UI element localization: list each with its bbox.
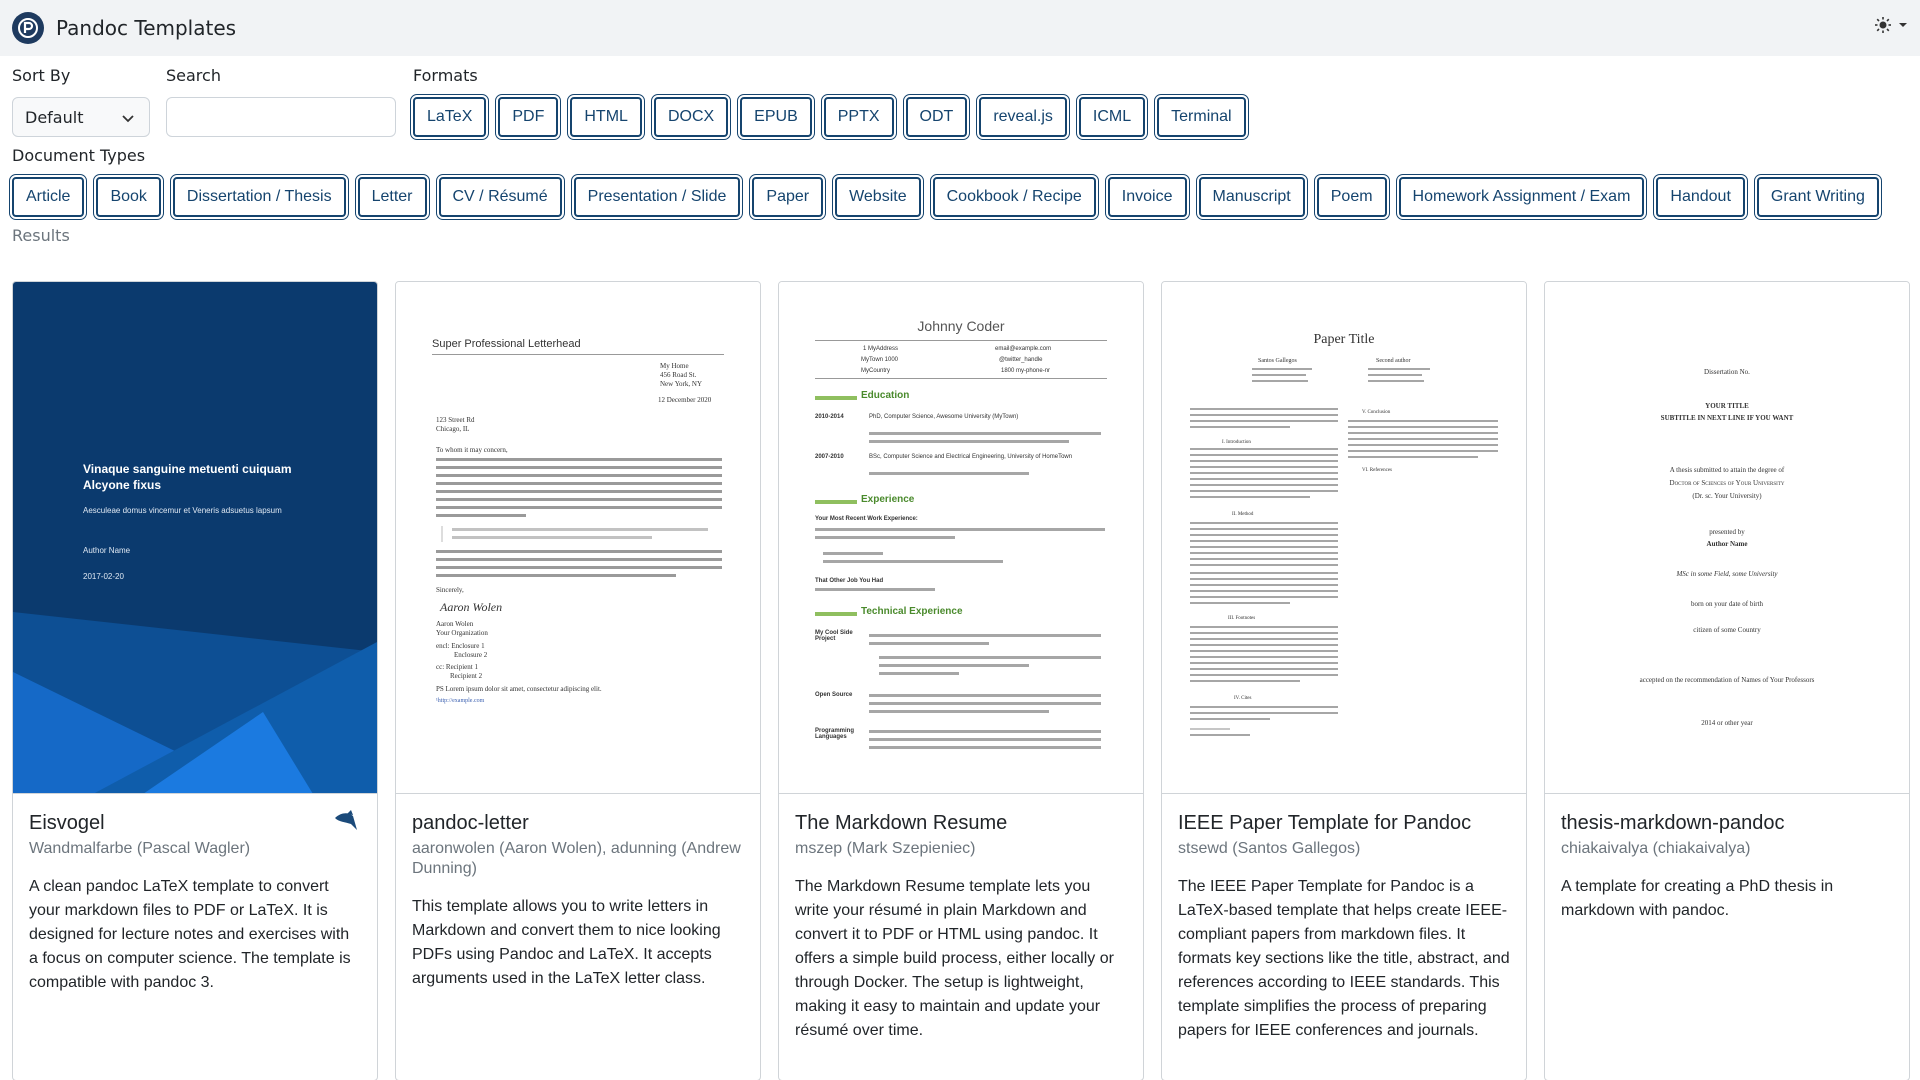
pandoc-logo-icon[interactable] [12, 12, 44, 44]
card-author: mszep (Mark Szepieniec) [795, 840, 976, 857]
doctype-filter-article[interactable]: Article [12, 177, 84, 217]
preview-text: 2010-2014 [815, 414, 844, 420]
preview-text: Programming Languages [815, 728, 855, 740]
preview-heading: Johnny Coder [917, 318, 1005, 334]
preview-text: PhD, Computer Science, Awesome University (MyTown) [869, 414, 1019, 420]
chevron-down-icon [121, 111, 135, 125]
card-title[interactable]: pandoc-letter [412, 812, 529, 834]
doctype-filter-grant-writing[interactable]: Grant Writing [1757, 177, 1879, 217]
preview-section: Experience [861, 494, 915, 505]
card-description: The IEEE Paper Template for Pandoc is a LaTeX-based template that helps create IEEE-compliant papers from markdown files. It formats key sections like the title, abstract, and references according to IEEE standards. This template simplifies the process of preparing papers for IEEE conferences and journals. [1178, 878, 1510, 1039]
sort-select[interactable] [12, 97, 150, 137]
preview-author: Author Name [83, 546, 131, 555]
doctype-filter-letter[interactable]: Letter [358, 177, 427, 217]
preview-text: 12 December 2020 [658, 396, 712, 404]
preview-text: To whom it may concern, [436, 446, 508, 454]
format-filter-icml[interactable]: ICML [1079, 97, 1145, 137]
format-filter-pptx[interactable]: PPTX [824, 97, 894, 137]
template-card-pandoc-letter[interactable] [395, 281, 761, 1080]
theme-toggle[interactable] [1874, 16, 1908, 34]
preview-title: Vinaque sanguine metuenti cuiquam [83, 462, 292, 476]
preview-text: Chicago, IL [436, 425, 470, 433]
template-preview-image [1545, 282, 1909, 794]
preview-text: Open Source [815, 692, 853, 698]
preview-text: PS Lorem ipsum dolor sit amet, consectetur adipiscing elit. [436, 685, 602, 693]
preview-subtitle: Aesculeae domus vincemur et Veneris adsuetus lapsum [83, 506, 282, 515]
format-filter-docx[interactable]: DOCX [654, 97, 728, 137]
template-preview-image [1162, 282, 1526, 794]
preview-text: SUBTITLE IN NEXT LINE IF YOU WANT [1660, 414, 1794, 422]
search-input[interactable] [166, 97, 396, 137]
preview-text: 1800 my-phone-nr [1001, 368, 1051, 374]
doctype-filter-cv-r-sum[interactable]: CV / Résumé [439, 177, 562, 217]
preview-date: 2017-02-20 [83, 572, 124, 581]
preview-text: Second author [1376, 358, 1411, 364]
template-card-eisvogel[interactable] [12, 281, 378, 1080]
format-filter-epub[interactable]: EPUB [740, 97, 812, 137]
doctype-filter-dissertation-thesis[interactable]: Dissertation / Thesis [173, 177, 346, 217]
template-preview-image [13, 282, 377, 794]
card-title[interactable]: thesis-markdown-pandoc [1561, 812, 1785, 834]
preview-text: Enclosure 2 [454, 651, 488, 659]
format-filter-html[interactable]: HTML [570, 97, 642, 137]
format-filter-pdf[interactable]: PDF [498, 97, 558, 137]
card-description: A clean pandoc LaTeX template to convert your markdown files to PDF or LaTeX. It is designed for lecture notes and exercises with a focus on computer science. The template is compatible with pandoc 3. [29, 878, 351, 991]
doctype-filter-cookbook-recipe[interactable]: Cookbook / Recipe [933, 177, 1096, 217]
preview-text: A thesis submitted to attain the degree of [1669, 466, 1785, 474]
card-author: aaronwolen (Aaron Wolen), adunning (Andrew Dunning) [412, 840, 741, 877]
preview-text: Dissertation No. [1704, 368, 1750, 376]
preview-signature: Aaron Wolen [440, 600, 503, 614]
preview-text: MyTown 1000 [861, 357, 899, 363]
preview-text: Aaron Wolen [436, 620, 474, 628]
card-author: chiakaivalya (chiakaivalya) [1561, 840, 1751, 857]
preview-text: (Dr. sc. Your University) [1692, 492, 1762, 500]
doctype-filter-book[interactable]: Book [96, 177, 160, 217]
document-types-label: Document Types [12, 146, 146, 165]
preview-text: New York, NY [660, 380, 703, 388]
preview-text: MSc in some Field, some University [1676, 570, 1778, 578]
format-filter-odt[interactable]: ODT [906, 97, 968, 137]
preview-text: 2014 or other year [1701, 719, 1753, 727]
preview-text: Recipient 2 [450, 672, 483, 680]
preview-text: MyCountry [861, 368, 891, 374]
preview-text: Sincerely, [436, 586, 464, 594]
preview-text: @twitter_handle [999, 357, 1043, 363]
sort-label: Sort By [12, 66, 71, 85]
card-description: The Markdown Resume template lets you write your résumé in plain Markdown and convert it to PDF or HTML using pandoc. It offers a simple build process, either locally or through Docker. The setup is lightweight, making it easy to maintain and update your résumé over time. [795, 878, 1114, 1039]
preview-heading: Super Professional Letterhead [432, 338, 581, 350]
preview-text: 2007-2010 [815, 454, 844, 460]
preview-text: II. Method [1232, 512, 1254, 517]
format-filter-terminal[interactable]: Terminal [1157, 97, 1245, 137]
template-card-thesis-markdown-pandoc[interactable] [1544, 281, 1910, 1080]
preview-text: Doctor of Sciences of Your University [1669, 479, 1785, 487]
doctype-filter-poem[interactable]: Poem [1317, 177, 1387, 217]
template-card-markdown-resume[interactable] [778, 281, 1144, 1080]
preview-section: Technical Experience [861, 606, 963, 617]
preview-text: Your Organization [436, 629, 488, 637]
preview-body-lines [779, 282, 1143, 794]
results-grid [12, 281, 1910, 1080]
preview-text: That Other Job You Had [815, 578, 884, 584]
preview-text: My Cool Side Project [815, 630, 853, 642]
preview-text: accepted on the recommendation of Names of Your Professors [1639, 676, 1815, 684]
card-author: stsewd (Santos Gallegos) [1178, 840, 1361, 857]
card-author: Wandmalfarbe (Pascal Wagler) [29, 840, 251, 857]
preview-text: citizen of some Country [1693, 626, 1761, 634]
preview-text: 123 Street Rd [436, 416, 475, 424]
card-title[interactable]: The Markdown Resume [795, 812, 1008, 834]
preview-text: Your Most Recent Work Experience: [815, 516, 918, 522]
doctype-filter-homework-assignment-exam[interactable]: Homework Assignment / Exam [1399, 177, 1645, 217]
sort-value: Default [25, 107, 84, 127]
preview-text: IV. Cites [1234, 696, 1252, 701]
template-preview-image [779, 282, 1143, 794]
preview-text: VI. References [1362, 468, 1392, 473]
results-label: Results [12, 226, 70, 245]
top-navbar [0, 0, 1920, 56]
search-label: Search [166, 66, 221, 85]
preview-section: Education [861, 390, 910, 401]
preview-body-lines [1162, 282, 1526, 794]
doctype-filter-paper[interactable]: Paper [752, 177, 823, 217]
formats-label: Formats [413, 66, 478, 85]
card-description: This template allows you to write letters in Markdown and convert them to nice looking PDFs using Pandoc and LaTeX. It accepts arguments used in the LaTeX letter class. [412, 898, 721, 987]
preview-text: cc: Recipient 1 [436, 663, 478, 671]
template-card-ieee-paper[interactable] [1161, 281, 1527, 1080]
preview-text: V. Conclusion [1362, 410, 1391, 415]
template-preview-image [396, 282, 760, 794]
preview-text: ¹http://example.com [436, 698, 485, 704]
preview-text: 1 MyAddress [863, 346, 899, 352]
preview-title-2: Alcyone fixus [83, 478, 162, 492]
preview-text: presented by [1709, 528, 1745, 536]
preview-text: I. Introduction [1222, 440, 1251, 445]
preview-text: 456 Road St. [660, 371, 697, 379]
card-title[interactable]: Eisvogel [29, 812, 105, 834]
preview-text: encl: Enclosure 1 [436, 642, 485, 650]
format-filter-reveal-js[interactable]: reveal.js [979, 97, 1067, 137]
app-title[interactable]: Pandoc Templates [56, 16, 237, 40]
formats-filter [410, 94, 1249, 140]
card-description: A template for creating a PhD thesis in markdown with pandoc. [1561, 878, 1834, 919]
bird-logo-icon [333, 808, 359, 832]
preview-text: YOUR TITLE [1705, 402, 1749, 410]
preview-text: Author Name [1706, 540, 1748, 548]
format-filter-latex[interactable]: LaTeX [413, 97, 486, 137]
doctype-filter-handout[interactable]: Handout [1656, 177, 1745, 217]
sun-icon [1874, 16, 1892, 34]
preview-text: My Home [660, 362, 689, 370]
caret-down-icon [1898, 20, 1908, 30]
preview-heading: Paper Title [1313, 332, 1375, 347]
card-title[interactable]: IEEE Paper Template for Pandoc [1178, 812, 1472, 834]
doctype-filter-presentation-slide[interactable]: Presentation / Slide [574, 177, 741, 217]
preview-text: email@example.com [995, 346, 1052, 352]
preview-text: BSc, Computer Science and Electrical Engineering, University of HomeTown [869, 454, 1073, 460]
preview-text: Santos Gallegos [1258, 358, 1297, 364]
preview-text: III. Footnotes [1228, 616, 1256, 621]
preview-body-lines [396, 282, 760, 794]
doctype-filter-invoice[interactable]: Invoice [1108, 177, 1187, 217]
doctype-filter-website[interactable]: Website [835, 177, 921, 217]
preview-text: born on your date of birth [1690, 600, 1764, 608]
document-types-filter [9, 174, 1882, 220]
doctype-filter-manuscript[interactable]: Manuscript [1199, 177, 1305, 217]
